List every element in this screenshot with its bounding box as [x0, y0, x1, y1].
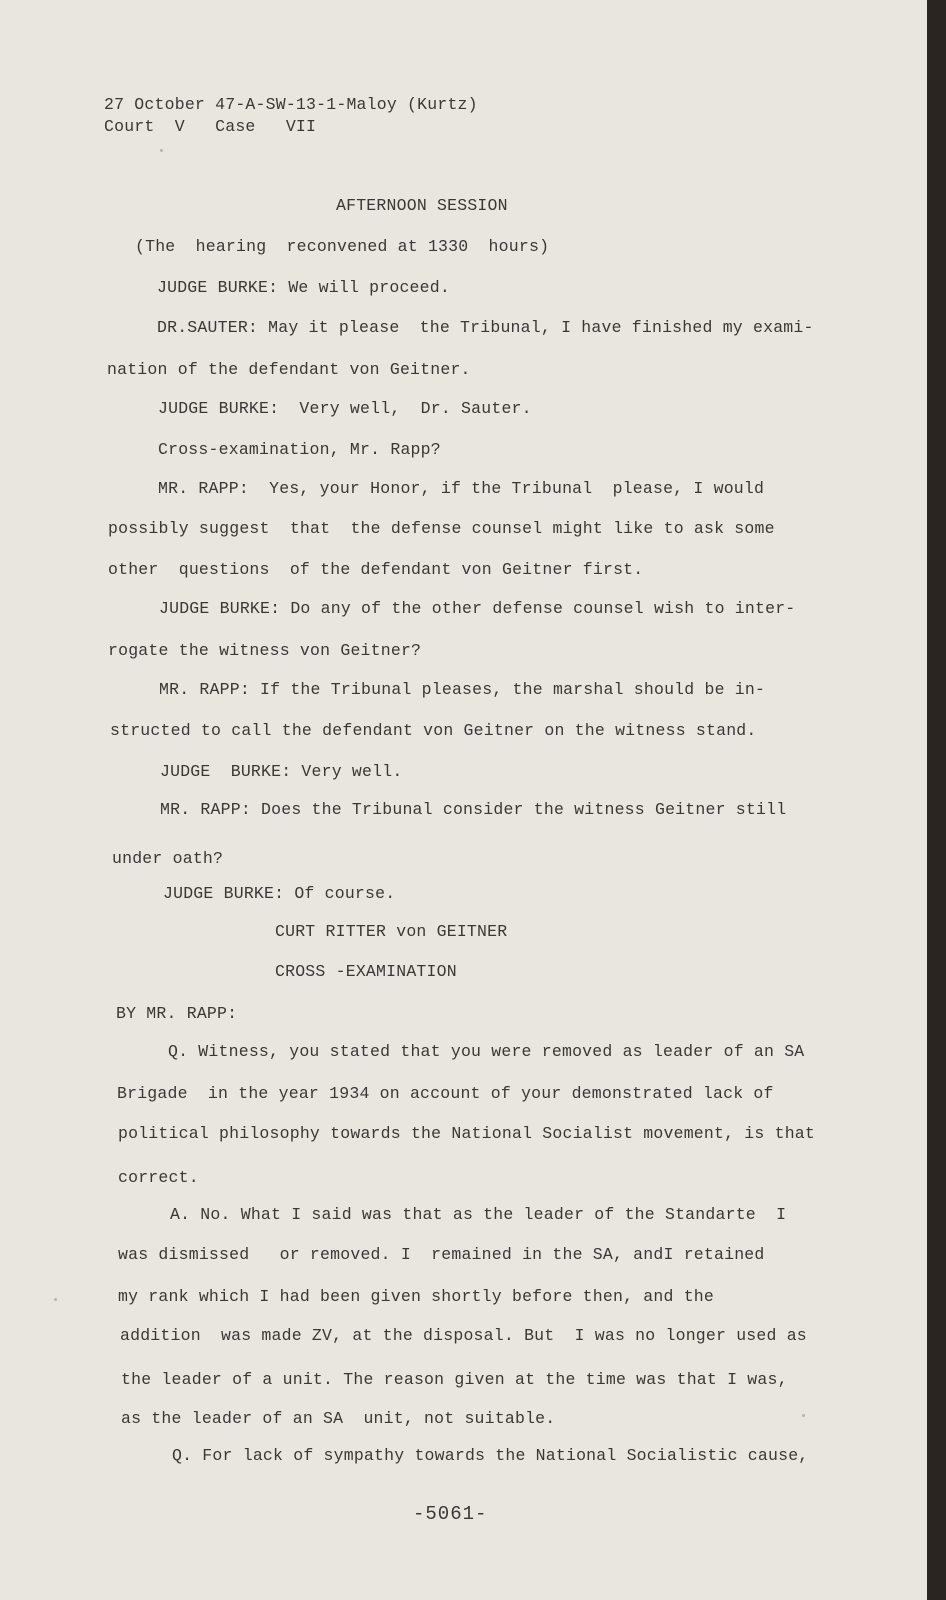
text-line: was dismissed or removed. I remained in the SA, andI retained	[118, 1245, 765, 1264]
paper-speck	[54, 1298, 57, 1301]
text-line: rogate the witness von Geitner?	[108, 641, 422, 660]
paper-speck	[802, 1414, 805, 1417]
text-line: BY MR. RAPP:	[116, 1004, 238, 1023]
text-line: JUDGE BURKE: Very well.	[160, 762, 403, 781]
text-line: under oath?	[112, 849, 224, 868]
examination-heading: CROSS -EXAMINATION	[275, 962, 457, 981]
header-line-1: 27 October 47-A-SW-13-1-Maloy (Kurtz)	[104, 95, 478, 114]
text-line: correct.	[118, 1168, 199, 1187]
text-line: Q. Witness, you stated that you were removed as leader of an SA	[168, 1042, 805, 1061]
text-line: Cross-examination, Mr. Rapp?	[158, 440, 441, 459]
text-line: Brigade in the year 1934 on account of your demonstrated lack of	[117, 1084, 774, 1103]
text-line: the leader of a unit. The reason given at the time was that I was,	[121, 1370, 788, 1389]
text-line: (The hearing reconvened at 1330 hours)	[135, 237, 550, 256]
text-line: JUDGE BURKE: We will proceed.	[157, 278, 450, 297]
page-number: -5061-	[413, 1503, 488, 1525]
text-line: as the leader of an SA unit, not suitable.	[121, 1409, 556, 1428]
session-title: AFTERNOON SESSION	[336, 196, 508, 215]
paper-speck	[160, 149, 163, 152]
text-line: MR. RAPP: If the Tribunal pleases, the marshal should be in-	[159, 680, 766, 699]
text-line: MR. RAPP: Does the Tribunal consider the witness Geitner still	[160, 800, 787, 819]
text-line: nation of the defendant von Geitner.	[107, 360, 471, 379]
witness-name-heading: CURT RITTER von GEITNER	[275, 922, 508, 941]
header-line-2: Court V Case VII	[104, 117, 317, 136]
text-line: MR. RAPP: Yes, your Honor, if the Tribunal please, I would	[158, 479, 765, 498]
text-line: DR.SAUTER: May it please the Tribunal, I have finished my exami-	[157, 318, 814, 337]
text-line: A. No. What I said was that as the leader of the Standarte I	[170, 1205, 787, 1224]
text-line: political philosophy towards the National Socialist movement, is that	[118, 1124, 816, 1143]
text-line: JUDGE BURKE: Do any of the other defense counsel wish to inter-	[159, 599, 796, 618]
text-line: possibly suggest that the defense counsel might like to ask some	[108, 519, 775, 538]
text-line: JUDGE BURKE: Very well, Dr. Sauter.	[158, 399, 532, 418]
text-line: addition was made ZV, at the disposal. But I was no longer used as	[120, 1326, 807, 1345]
text-line: my rank which I had been given shortly before then, and the	[118, 1287, 714, 1306]
text-line: structed to call the defendant von Geitner on the witness stand.	[110, 721, 757, 740]
text-line: JUDGE BURKE: Of course.	[163, 884, 396, 903]
text-line: other questions of the defendant von Geitner first.	[108, 560, 644, 579]
text-line: Q. For lack of sympathy towards the National Socialistic cause,	[172, 1446, 809, 1465]
